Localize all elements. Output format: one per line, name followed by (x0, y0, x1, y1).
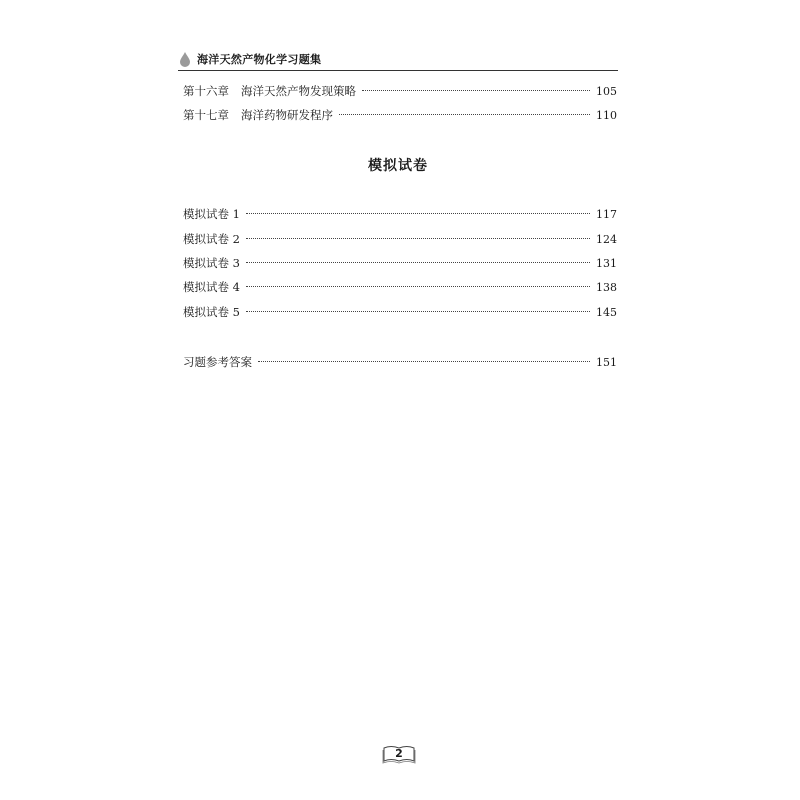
droplet-icon (178, 51, 192, 67)
toc-entry-label: 模拟试卷 2 (183, 232, 240, 246)
toc-entry-mock-exam-4[interactable] (183, 278, 617, 296)
chapter-title: 海洋药物研发程序 (241, 108, 333, 122)
page-number: 105 (596, 85, 617, 98)
toc-entry-mock-exam-1[interactable] (183, 205, 617, 223)
chapter-title: 海洋天然产物发现策略 (241, 84, 356, 98)
page-number: 110 (596, 109, 617, 122)
page-number: 117 (596, 208, 617, 221)
toc-entry-label: 模拟试卷 1 (183, 207, 240, 221)
page-number: 2 (395, 747, 403, 760)
toc-entry-label: 模拟试卷 4 (183, 280, 240, 294)
dot-leader (362, 90, 590, 91)
page-number: 131 (596, 257, 617, 270)
toc-entry-mock-exam-3[interactable] (183, 254, 617, 272)
page-number: 124 (596, 233, 617, 246)
toc-entry-label (183, 106, 333, 124)
dot-leader (246, 213, 590, 214)
toc-entry-mock-exam-2[interactable] (183, 230, 617, 248)
page-number: 145 (596, 306, 617, 319)
dot-leader (246, 238, 590, 239)
page-number: 138 (596, 281, 617, 294)
toc-entry-mock-exam-5[interactable] (183, 303, 617, 321)
toc-entry-label (183, 82, 356, 100)
chapter-number: 第十六章 (183, 84, 229, 98)
toc-entry-label: 习题参考答案 (183, 355, 252, 369)
dot-leader (258, 361, 590, 362)
dot-leader (246, 262, 590, 263)
toc-entry-chapter-17[interactable] (183, 106, 617, 124)
header-rule (178, 70, 618, 71)
running-header (178, 49, 618, 69)
toc-entry-label: 模拟试卷 5 (183, 305, 240, 319)
chapter-number: 第十七章 (183, 108, 229, 122)
toc-entry-chapter-16[interactable] (183, 82, 617, 100)
page-number: 151 (596, 356, 617, 369)
toc-entry-answers[interactable] (183, 353, 617, 371)
toc-entry-label: 模拟试卷 3 (183, 256, 240, 270)
book-title: 海洋天然产物化学习题集 (197, 53, 322, 66)
dot-leader (246, 286, 590, 287)
dot-leader (339, 114, 590, 115)
dot-leader (246, 311, 590, 312)
footer-page-badge (382, 744, 416, 764)
mock-exams-heading: 模拟试卷 (368, 158, 428, 174)
